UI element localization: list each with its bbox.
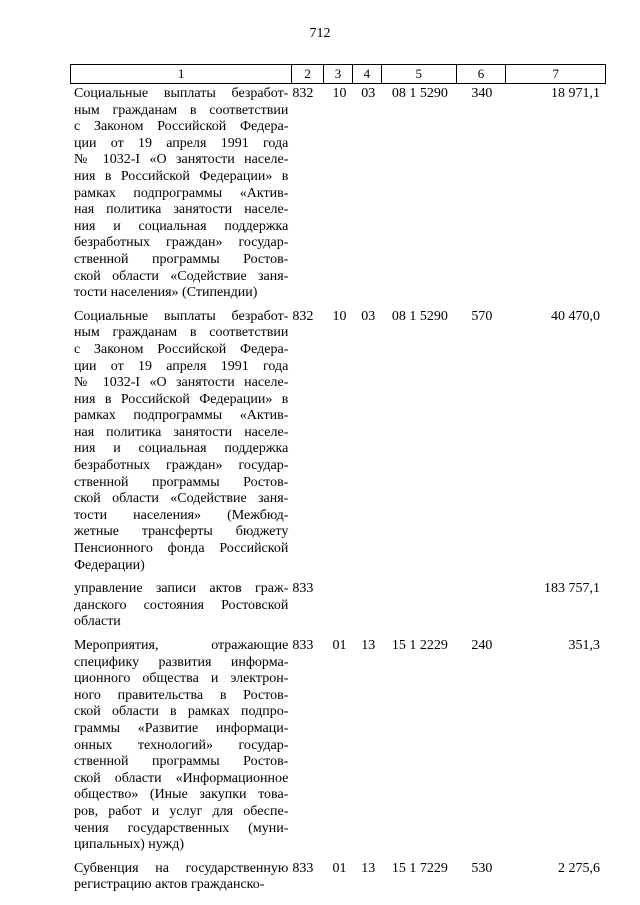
header-col-2: 2 — [291, 65, 323, 83]
description-line: тости населения» (Стипендии) — [74, 285, 258, 301]
description-line: области — [74, 614, 121, 630]
description-line: ного правительства в Ростов- — [74, 687, 289, 703]
header-col-1: 1 — [177, 66, 185, 81]
description-line: ния в Российской Федерации» в — [74, 391, 289, 407]
ministry-code: 832 — [292, 86, 314, 101]
target-article-code: 15 1 7229 — [391, 860, 448, 876]
subsection-code: 13 — [361, 860, 376, 876]
description-line: ная политика занятости населе- — [74, 202, 289, 218]
amount: 40 470,0 — [551, 308, 600, 324]
ministry-code: 833 — [292, 581, 314, 597]
expense-type-code: 240 — [471, 638, 493, 653]
row-description — [70, 86, 288, 302]
header-col-5: 5 — [381, 65, 456, 83]
description-line: чения государственных (муни- — [74, 820, 289, 836]
table-row — [70, 861, 606, 894]
table-row — [70, 638, 606, 854]
table-row — [70, 86, 606, 302]
description-line: ров, работ и услуг для обеспе- — [74, 803, 289, 819]
description-line: граммы «Развитие информаци- — [74, 720, 289, 736]
target-article-code: 08 1 5290 — [391, 86, 448, 101]
section-code: 10 — [332, 308, 347, 324]
description-line: безработных граждан» государ- — [74, 458, 289, 474]
expense-type-code: 340 — [471, 86, 493, 101]
description-line: регистрацию актов гражданско- — [74, 877, 265, 893]
ministry-code: 832 — [292, 308, 314, 324]
table-body — [70, 86, 606, 901]
section-code — [325, 581, 354, 631]
subsection-code: 13 — [361, 638, 376, 653]
description-line: ния в Российской Федерации» в — [74, 168, 289, 184]
description-line: ным гражданам в соответствии — [74, 102, 289, 118]
description-line: онных технологий» государ- — [74, 737, 289, 753]
description-line: с Законом Российской Федера- — [74, 119, 289, 135]
row-description — [70, 581, 288, 631]
description-line: ственной программы Ростов- — [74, 754, 289, 770]
description-line: ской области «Содействие заня- — [74, 491, 289, 507]
expense-type-code — [457, 581, 507, 631]
amount: 18 971,1 — [551, 86, 600, 101]
description-line: Социальные выплаты безработ- — [74, 308, 289, 324]
header-col-3: 3 — [323, 65, 352, 83]
description-line: специфику развития информа- — [74, 654, 289, 670]
page-number: 712 — [309, 26, 331, 41]
target-article-code: 08 1 5290 — [391, 308, 448, 324]
description-line: Мероприятия, отражающие — [74, 638, 289, 653]
header-col-6: 6 — [456, 65, 506, 83]
description-line: ным гражданам в соответствии — [74, 325, 289, 341]
section-code: 10 — [332, 86, 347, 101]
header-col-7: 7 — [505, 65, 605, 83]
description-line: № 1032-I «О занятости населе- — [74, 375, 289, 391]
table-header — [70, 64, 606, 84]
table-row — [70, 309, 606, 575]
description-line: ственной программы Ростов- — [74, 251, 289, 267]
description-line: ная политика занятости населе- — [74, 424, 289, 440]
subsection-code: 03 — [361, 86, 376, 101]
description-line: ции от 19 апреля 1991 года — [74, 358, 289, 374]
row-description — [70, 861, 288, 894]
description-line: ния и социальная поддержка — [74, 441, 289, 457]
description-line: ции от 19 апреля 1991 года — [74, 135, 289, 151]
description-line: ской области «Содействие заня- — [74, 268, 289, 284]
section-code: 01 — [332, 638, 347, 653]
description-line: рамках подпрограммы «Актив- — [74, 185, 289, 201]
header-col-4: 4 — [352, 65, 381, 83]
table-row — [70, 581, 606, 631]
description-line: с Законом Российской Федера- — [74, 341, 289, 357]
target-article-code: 15 1 2229 — [391, 638, 448, 653]
subsection-code: 03 — [361, 308, 376, 324]
description-line: ния и социальная поддержка — [74, 218, 289, 234]
target-article-code — [383, 581, 457, 631]
description-line: жетные трансферты бюджету — [74, 524, 289, 540]
description-line: Пенсионного фонда Российской — [74, 541, 289, 557]
description-line: Федерации) — [74, 557, 145, 573]
description-line: ственной программы Ростов- — [74, 474, 289, 490]
description-line: данского состояния Ростовской — [74, 597, 289, 613]
expense-type-code: 570 — [471, 308, 493, 324]
description-line: № 1032-I «О занятости населе- — [74, 152, 289, 168]
description-line: общество» (Иные закупки това- — [74, 787, 289, 803]
description-line: ской области «Информационное — [74, 770, 289, 786]
description-line: тости населения» (Межбюд- — [74, 507, 289, 523]
description-line: ской области в рамках подпро- — [74, 704, 289, 720]
expense-type-code: 530 — [471, 860, 493, 876]
subsection-code — [354, 581, 383, 631]
description-line: управление записи актов граж- — [74, 581, 289, 597]
section-code: 01 — [332, 860, 347, 876]
description-line: безработных граждан» государ- — [74, 235, 289, 251]
description-line: Субвенция на государственную — [74, 860, 289, 876]
description-line: Социальные выплаты безработ- — [74, 86, 289, 101]
ministry-code: 833 — [292, 860, 314, 876]
description-line: ципальных) нужд) — [74, 837, 185, 853]
description-line: ционного общества и электрон- — [74, 671, 289, 687]
amount: 183 757,1 — [544, 581, 600, 597]
ministry-code: 833 — [292, 638, 314, 653]
amount: 351,3 — [568, 638, 600, 653]
row-description — [70, 638, 288, 854]
description-line: рамках подпрограммы «Актив- — [74, 408, 289, 424]
amount: 2 275,6 — [558, 860, 600, 876]
row-description — [70, 309, 288, 575]
